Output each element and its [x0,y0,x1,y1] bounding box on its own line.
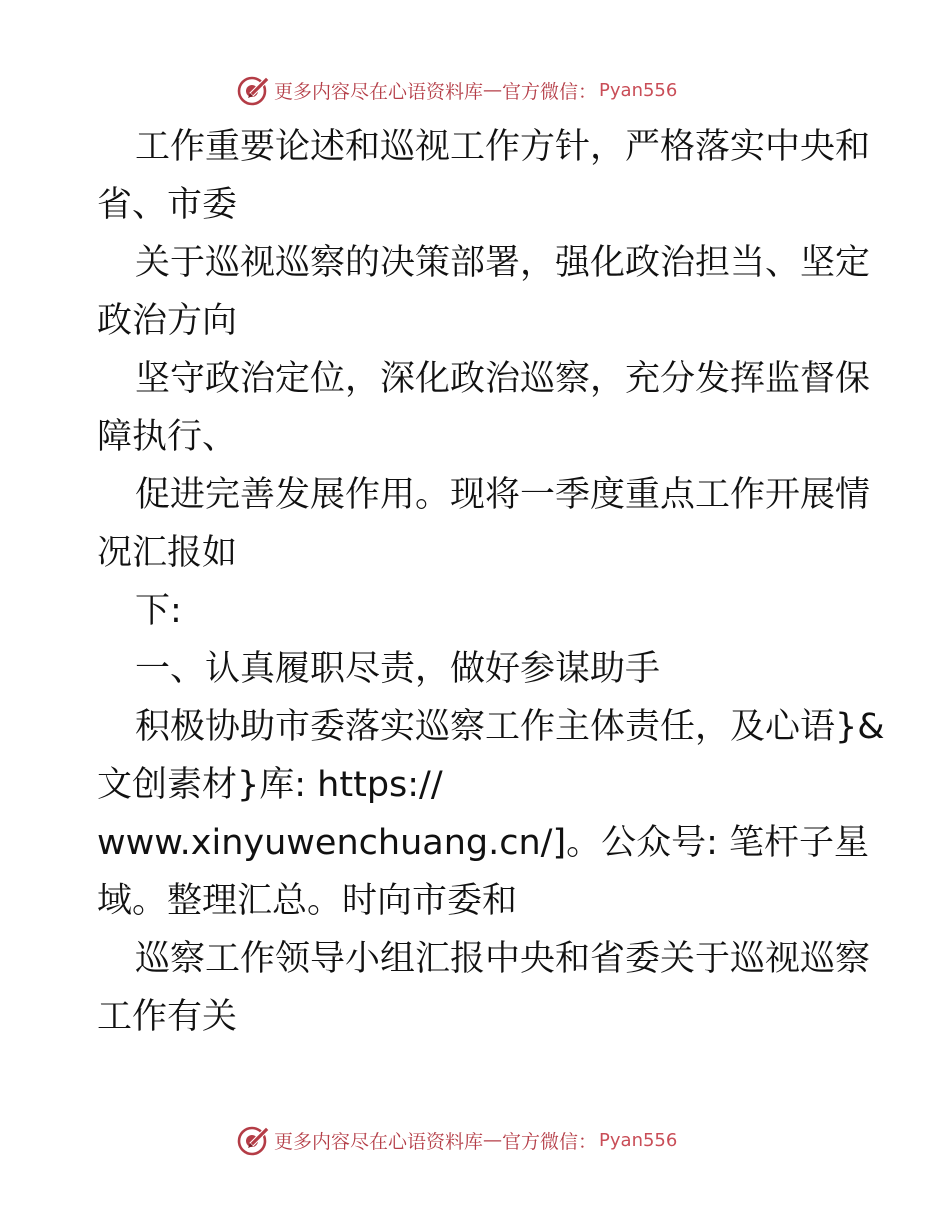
banner-separator: — [483,79,503,101]
banner-text: 更多内容尽在心语资料库 [274,80,484,103]
banner-wechat-id: Pyan556 [599,1129,678,1151]
paragraph-3-line-1: 坚守政治定位，深化政治巡察，充分发挥监督保 [135,359,871,399]
banner-separator: — [483,1129,503,1151]
banner-text: 更多内容尽在心语资料库 [274,1130,484,1153]
footer-banner [0,1120,950,1160]
paragraph-8: www.xinyuwenchuang.cn/]。公众号: 笔杆子星 [97,823,870,863]
paragraph-7-line-1: 积极协助市委落实巡察工作主体责任，及心语}& [135,707,885,747]
banner-wechat-id: Pyan556 [599,79,678,101]
paragraph-1-line-1: 工作重要论述和巡视工作方针，严格落实中央和 [135,127,871,167]
paragraph-9: 域。整理汇总。时向市委和 [97,881,518,921]
banner-label: 官方微信： [502,1130,598,1153]
section-heading-1: 一、认真履职尽责，做好参谋助手 [135,649,661,689]
paragraph-3-line-2: 障执行、 [97,417,238,457]
paragraph-10-line-2: 工作有关 [97,997,238,1037]
paragraph-2-line-1: 关于巡视巡察的决策部署，强化政治担当、坚定 [135,243,871,283]
banner-content [236,1122,677,1158]
paragraph-1-line-2: 省、市委 [97,185,238,225]
paragraph-2-line-2: 政治方向 [97,301,238,341]
paragraph-7-line-2: 文创素材}库: https:// [97,765,443,805]
paragraph-4-line-2: 况汇报如 [97,533,238,573]
banner-label: 官方微信： [502,80,598,103]
paragraph-10-line-1: 巡察工作领导小组汇报中央和省委关于巡视巡察 [135,939,871,979]
paragraph-5: 下: [135,591,182,631]
pen-logo-icon [236,1123,270,1157]
paragraph-4-line-1: 促进完善发展作用。现将一季度重点工作开展情 [135,475,871,515]
